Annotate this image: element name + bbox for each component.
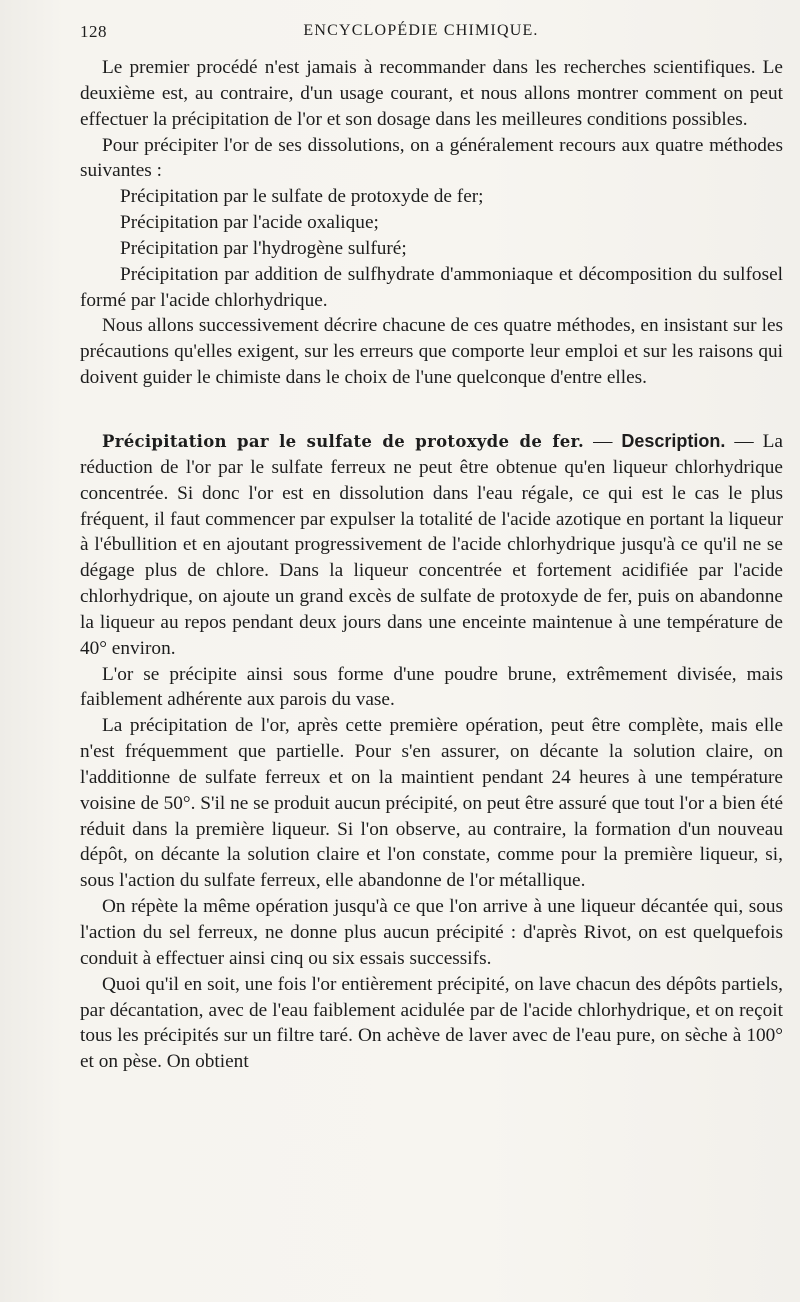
method-item-2: Précipitation par l'acide oxalique;: [120, 212, 379, 234]
paragraph-1: Le premier procédé n'est jamais à recommander dans les recherches scientifiques. Le deuxième est, au contraire, d'un usage courant, et nous allons montrer comment on peut effectuer la précipitation de l'or et son dosage dans les meilleures conditions possibles.: [80, 57, 783, 130]
method-item-4: Précipitation par addition de sulfhydrate d'ammoniaque et décomposition du sulfosel formé par l'acide chlorhydrique.: [80, 263, 783, 311]
section-dash: —: [584, 430, 622, 452]
paragraph-8: Quoi qu'il en soit, une fois l'or entièrement précipité, on lave chacun des dépôts partiels, par décantation, avec de l'eau faiblement acidulée par de l'acide chlorhydrique, et on reçoit tous les précipités sur un filtre taré. On achève de laver avec de l'eau pure, on sèche à 100° et on pèse. On obtient: [80, 973, 783, 1073]
paragraph-3: Nous allons successivement décrire chacune de ces quatre méthodes, en insistant sur les précautions qu'elles exigent, sur les erreurs que comporte leur emploi et sur les raisons qui doivent guider le chimiste dans le choix de l'une quelconque d'entre elles.: [80, 315, 783, 389]
method-item-3: Précipitation par l'hydrogène sulfuré;: [120, 237, 407, 259]
method-item-1: Précipitation par le sulfate de protoxyde de fer;: [120, 186, 484, 208]
paragraph-5: L'or se précipite ainsi sous forme d'une poudre brune, extrêmement divisée, mais faiblement adhérente aux parois du vase.: [80, 663, 783, 711]
paragraph-6: La précipitation de l'or, après cette première opération, peut être complète, mais elle n'est fréquemment que partielle. Pour s'en assurer, on décante la solution claire, on l'additionne de sulfate ferreux et on la maintient pendant 24 heures à une température voisine de 50°. S'il ne se produit aucun précipité, on peut être assuré que tout l'or a bien été réduit dans la première liqueur. Si l'on observe, au contraire, la formation d'un nouveau dépôt, on décante la solution claire et l'on constate, comme pour la première liqueur, si, sous l'action du sulfate ferreux, elle abandonne de l'or métallique.: [80, 715, 783, 892]
page-number: 128: [80, 22, 107, 41]
paragraph-2: Pour précipiter l'or de ses dissolutions, on a généralement recours aux quatre méthodes suivantes :: [80, 134, 783, 182]
section-title: Précipitation par le sulfate de protoxyde de fer.: [102, 431, 585, 451]
paragraph-4: — La réduction de l'or par le sulfate ferreux ne peut être obtenue qu'en liqueur chlorhydrique concentrée. Si donc l'or est en dissolution dans l'eau régale, ce qui est le cas le plus fréquent, il faut commencer par expulser la totalité de l'acide azotique en portant la liqueur à l'ébullition et en ajoutant progressivement de l'acide chlorhydrique jusqu'à ce qu'il ne se dégage plus de chlore. Dans la liqueur concentrée et fortement acidifiée par l'acide chlorhydrique, on ajoute un grand excès de sulfate de protoxyde de fer, puis on abandonne la liqueur au repos pendant deux jours dans une enceinte maintenue à une température de 40° environ.: [80, 430, 783, 659]
section-subtitle: Description.: [621, 430, 726, 451]
page-header: [80, 22, 762, 48]
section-paragraph: [80, 429, 783, 662]
body-text: [80, 55, 783, 1075]
paragraph-7: On répète la même opération jusqu'à ce que l'on arrive à une liqueur décantée qui, sous l'action du sel ferreux, ne donne plus aucun précipité : d'après Rivot, on est quelquefois conduit à effectuer ainsi cinq ou six essais successifs.: [80, 896, 783, 969]
running-head: ENCYCLOPÉDIE CHIMIQUE.: [303, 22, 539, 39]
